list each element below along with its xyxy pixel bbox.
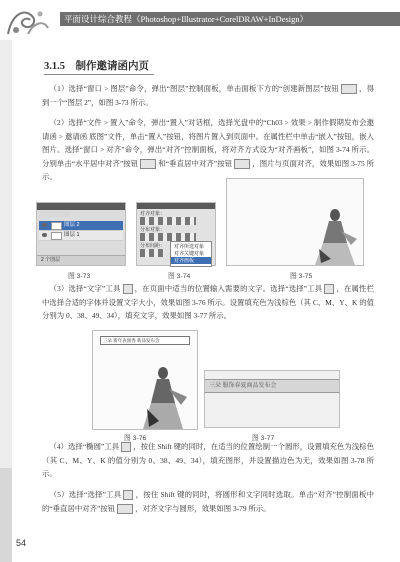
vertical-center-align-icon <box>117 504 133 514</box>
align-to-menu <box>170 241 212 267</box>
panel-titlebar <box>37 203 125 210</box>
paragraph-2 <box>42 116 374 184</box>
ornament-logo-icon <box>4 4 52 42</box>
page-number: 54 <box>16 538 27 548</box>
paragraph-2-text-b: 和“垂直居中对齐”按钮 <box>158 158 233 168</box>
title-text: 三朵 新年表演秀 新品发布会 <box>103 338 160 343</box>
menu-item-align-selection: 对齐所选对象 <box>174 244 205 250</box>
left-gutter-tab <box>0 468 12 562</box>
caption-3-75: 图 3-75 <box>290 273 313 280</box>
paragraph-5-text: （5）选择“选择”工具 <box>49 490 122 499</box>
title-text-box <box>100 336 190 345</box>
new-layer-button-icon <box>341 84 357 94</box>
text-preview-bar <box>205 379 339 393</box>
layer-name: 图层 2 <box>64 222 80 228</box>
paragraph-3 <box>42 282 374 323</box>
layer-thumbnail <box>51 232 62 240</box>
section-rule <box>44 74 154 75</box>
figure-3-75-artboard <box>226 178 364 266</box>
paragraph-4-text: （4）选择“椭圆”工具 <box>49 442 120 451</box>
distribute-spacing-label: 分布间距： <box>140 243 166 249</box>
menu-item-align-key-object: 对齐关键对象 <box>174 251 205 257</box>
header-title: 平面设计综合教程（Photoshop+Illustrator+CorelDRAW+InDesign） <box>64 14 309 24</box>
paragraph-3-text-b: ，在页面中适当的位置输入需要的文字。选择“选择”工具 <box>134 284 323 293</box>
figure-3-73-layers-panel <box>36 202 126 266</box>
paragraph-2-text-c: ，图片与页面对齐，效果如图 3-75 所示。 <box>42 158 374 182</box>
caption-3-77: 图 3-77 <box>252 435 275 442</box>
paragraph-1 <box>42 82 374 109</box>
paragraph-2-text: （2）选择“文件 > 置入”命令，弹出“置入”对话框，选择光盘中的“Ch03 > 效果 > 制作假期发布会邀请函 > 邀请函 底图”文件，单击“置入”按钮，将图片置入到页面中。在属性栏中单击“嵌入”按钮，嵌入图片。选择“窗口 > 对齐”命令，弹出“对齐”控制面板，将对齐方式设为“对齐画板”，如图 3-74 所示。分别单击“水平居中对齐”按钮 <box>42 118 374 168</box>
selection-tool-icon <box>123 490 133 500</box>
model-illustration <box>137 365 193 429</box>
paragraph-4-text-b: ，按住 Shift 键的同时，在适当的位置绘制一个圆形，设置填充色为浅棕色（其 C、M、Y、K 的值分别为 0、38、49、34），填充图形，并设置描边色为无，效果如图 3-78 所示。 <box>42 442 374 479</box>
distribute-objects-label: 分布对象： <box>140 227 166 233</box>
layer-row <box>39 231 123 241</box>
ellipse-tool-icon <box>121 442 131 452</box>
align-icons-row <box>140 217 196 225</box>
paragraph-3-text-c: ，在属性栏中选择合适的字体并设置文字大小，效果如图 3-76 所示。设置填充色为浅棕色（其 C、M、Y、K 的值分别为 0、38、49、34），填充文字，效果如图 3-77 所示。 <box>42 284 374 321</box>
paragraph-5-text-b: ，按住 Shift 键的同时，将圆形和文字同时选取。单击“对齐”控制面板中的“垂直居中对齐”按钮 <box>42 490 374 513</box>
caption-3-76: 图 3-76 <box>124 435 147 442</box>
paragraph-1-text-b: ，得到一个“图层 2”，如图 3-73 所示。 <box>42 84 374 107</box>
panel-footer <box>37 255 125 265</box>
spacing-icons-row <box>140 249 164 257</box>
section-title: 3.1.5 制作邀请函内页 <box>44 61 149 72</box>
panel-titlebar <box>137 203 215 209</box>
horizontal-center-align-icon <box>140 159 156 169</box>
layer-thumbnail <box>51 222 62 230</box>
eye-icon <box>42 233 47 237</box>
caption-3-73: 图 3-73 <box>68 273 91 280</box>
styled-text: 三朵 服饰春夏商品发布会 <box>209 383 277 389</box>
type-tool-icon <box>123 284 133 294</box>
distribute-icons-row <box>140 233 196 241</box>
layer-row <box>39 221 123 231</box>
paragraph-4 <box>42 440 374 481</box>
paragraph-3-text: （3）选择“文字”工具 <box>49 284 121 293</box>
layer-count: 2 个图层 <box>41 257 61 263</box>
page-header <box>0 0 400 42</box>
paragraph-5 <box>42 488 374 515</box>
paragraph-1-text: （1）选择“窗口 > 图层”命令，弹出“图层”控制面板，单击面板下方的“创建新图层”按钮 <box>49 84 339 93</box>
menu-item-align-artboard: 对齐画板 <box>171 257 211 264</box>
model-illustration <box>311 209 361 265</box>
eye-icon <box>42 223 47 227</box>
figure-3-77-text-detail <box>204 370 340 428</box>
selection-tool-icon <box>324 284 334 294</box>
layer-name: 图层 1 <box>64 232 80 238</box>
align-objects-label: 对齐对象： <box>140 211 166 217</box>
figure-3-76-artboard <box>92 330 198 430</box>
paragraph-5-text-c: ，对齐文字与圆形，效果如图 3-79 所示。 <box>135 503 271 513</box>
panel-tab <box>40 211 70 217</box>
vertical-center-align-icon <box>234 159 250 169</box>
caption-3-74: 图 3-74 <box>168 273 191 280</box>
